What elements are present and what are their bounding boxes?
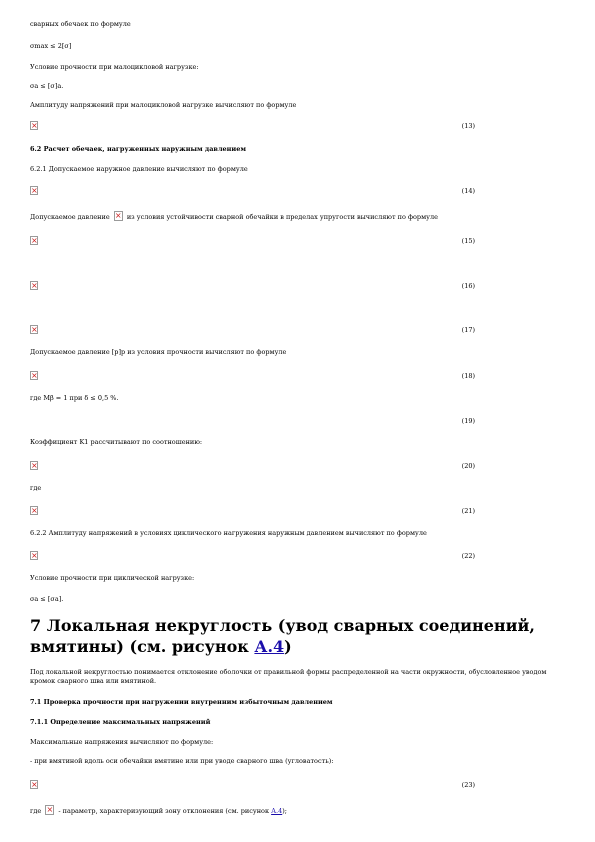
text-fragment: где xyxy=(30,807,42,815)
broken-image-icon xyxy=(30,281,38,290)
text-line: Амплитуду напряжений при малоцикловой нагрузке вычисляют по формуле xyxy=(30,101,297,109)
broken-image-icon xyxy=(114,211,123,221)
text-fragment: из условия устойчивости сварной обечайки в пределах упругости вычисляют по формуле xyxy=(126,213,438,221)
equation-number: (21) xyxy=(461,507,475,515)
formula-15 xyxy=(30,236,475,248)
text-line: где Mβ = 1 при δ ≤ 0,5 %. xyxy=(30,394,119,402)
text-line: сварных обечаек по формуле xyxy=(30,20,131,28)
equation-number: (23) xyxy=(461,781,475,789)
formula-16 xyxy=(30,281,475,293)
broken-image-icon xyxy=(30,780,38,789)
text-fragment: - параметр, характеризующий зону отклонения (см. рисунок xyxy=(58,807,272,815)
equation-number: (13) xyxy=(461,122,475,130)
text-line: σmax ≤ 2[σ] xyxy=(30,42,72,50)
text-line: Коэффициент K1 рассчитывают по соотношению: xyxy=(30,438,203,446)
formula-23 xyxy=(30,780,475,792)
broken-image-icon xyxy=(45,805,54,815)
formula-19 xyxy=(30,416,475,428)
text-line: где xyxy=(30,484,42,492)
text-line: 6.2.1 Допускаемое наружное давление вычисляют по формуле xyxy=(30,165,248,173)
text-line xyxy=(30,211,438,221)
text-line: 6.2.2 Амплитуду напряжений в условиях циклического нагружения наружным давлением вычисляют по формуле xyxy=(30,529,427,537)
heading-text: ) xyxy=(284,637,292,656)
subsection-heading: 7.1.1 Определение максимальных напряжений xyxy=(30,718,211,726)
figure-link[interactable]: А.4 xyxy=(271,807,283,815)
equation-number: (17) xyxy=(461,326,475,334)
text-line: Максимальные напряжения вычисляют по формуле: xyxy=(30,738,214,746)
heading-text: 7 Локальная некруглость (увод сварных соединений, вмятины) (см. рисунок xyxy=(30,616,535,656)
formula-18 xyxy=(30,371,475,383)
equation-number: (19) xyxy=(461,417,475,425)
equation-number: (20) xyxy=(461,462,475,470)
text-line xyxy=(30,805,287,815)
text-fragment: Допускаемое давление xyxy=(30,213,110,221)
broken-image-icon xyxy=(30,461,38,470)
figure-link[interactable]: А.4 xyxy=(254,637,285,656)
text-line: Условие прочности при малоцикловой нагрузке: xyxy=(30,63,199,71)
equation-number: (22) xyxy=(461,552,475,560)
text-line: σa ≤ [σ]a. xyxy=(30,82,64,90)
text-line: - при вмятиной вдоль оси обечайки вмятине или при уводе сварного шва (угловатость): xyxy=(30,757,334,765)
formula-13 xyxy=(30,121,475,133)
broken-image-icon xyxy=(30,186,38,195)
equation-number: (16) xyxy=(461,282,475,290)
intro-paragraph: Под локальной некруглостью понимается отклонение оболочки от правильной формы распределенной на части окружности, обусловленное уводом кромок сварного шва или вмятиной. xyxy=(30,668,547,685)
broken-image-icon xyxy=(30,325,38,334)
formula-21 xyxy=(30,506,475,518)
formula-17 xyxy=(30,325,475,337)
section-7-heading xyxy=(30,615,550,657)
formula-14 xyxy=(30,186,475,198)
broken-image-icon xyxy=(30,551,38,560)
formula-22 xyxy=(30,551,475,563)
text-fragment: ); xyxy=(282,807,287,815)
broken-image-icon xyxy=(30,236,38,245)
text-line: Допускаемое давление [p]p из условия прочности вычисляют по формуле xyxy=(30,348,287,356)
subsection-heading: 7.1 Проверка прочности при нагружении внутренним избыточным давлением xyxy=(30,698,333,706)
formula-20 xyxy=(30,461,475,473)
broken-image-icon xyxy=(30,371,38,380)
text-line: Условие прочности при циклической нагрузке: xyxy=(30,574,195,582)
equation-number: (18) xyxy=(461,372,475,380)
equation-number: (14) xyxy=(461,187,475,195)
section-heading: 6.2 Расчет обечаек, нагруженных наружным давлением xyxy=(30,145,247,153)
text-line: σa ≤ [σa]. xyxy=(30,595,64,603)
broken-image-icon xyxy=(30,121,38,130)
equation-number: (15) xyxy=(461,237,475,245)
broken-image-icon xyxy=(30,506,38,515)
